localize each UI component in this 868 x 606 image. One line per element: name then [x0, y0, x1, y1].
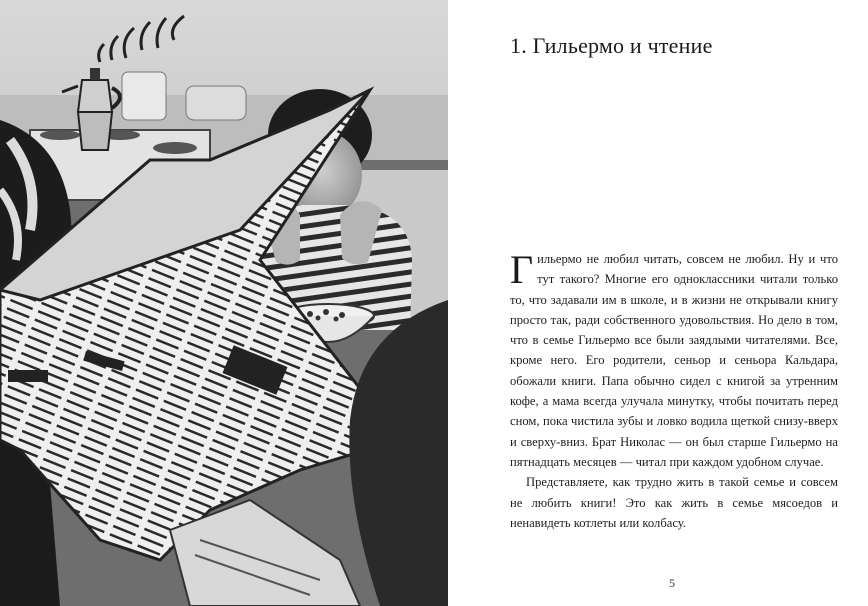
- drop-cap: Г: [510, 247, 534, 292]
- paragraph-1-text: ильермо не любил читать, совсем не любил. Ну и что тут такого? Многие его одноклассники читали только то, что задавали им в школе, и в жизни не открывали книгу просто так, ради собственного удовольствия. Но дело в том, что в семье Гильермо все были заядлыми читателями. Все, кроме него. Его родители, сеньор и сеньора Кальдара, обожали книги. Папа обычно сидел с книгой за утренним кофе, а мама всегда улучала минутку, чтобы почитать перед сном, пока чистила зубы и ловко водила щеткой снизу-вверх и сверху-вниз. Брат Николас — он был старше Гильермо на пятнадцать месяцев — читал при каждом удобном случае.: [510, 252, 838, 469]
- page-number: 5: [669, 576, 675, 590]
- chapter-text: [510, 249, 838, 533]
- chapter-title: 1. Гильермо и чтение: [510, 33, 713, 58]
- text-page: [448, 0, 868, 606]
- paragraph-2: Представляете, как трудно жить в такой семье и совсем не любить книги! Это как жить в семье мясоедов и ненавидеть котлеты или колбасу.: [510, 475, 838, 530]
- paragraph-1: [510, 249, 838, 472]
